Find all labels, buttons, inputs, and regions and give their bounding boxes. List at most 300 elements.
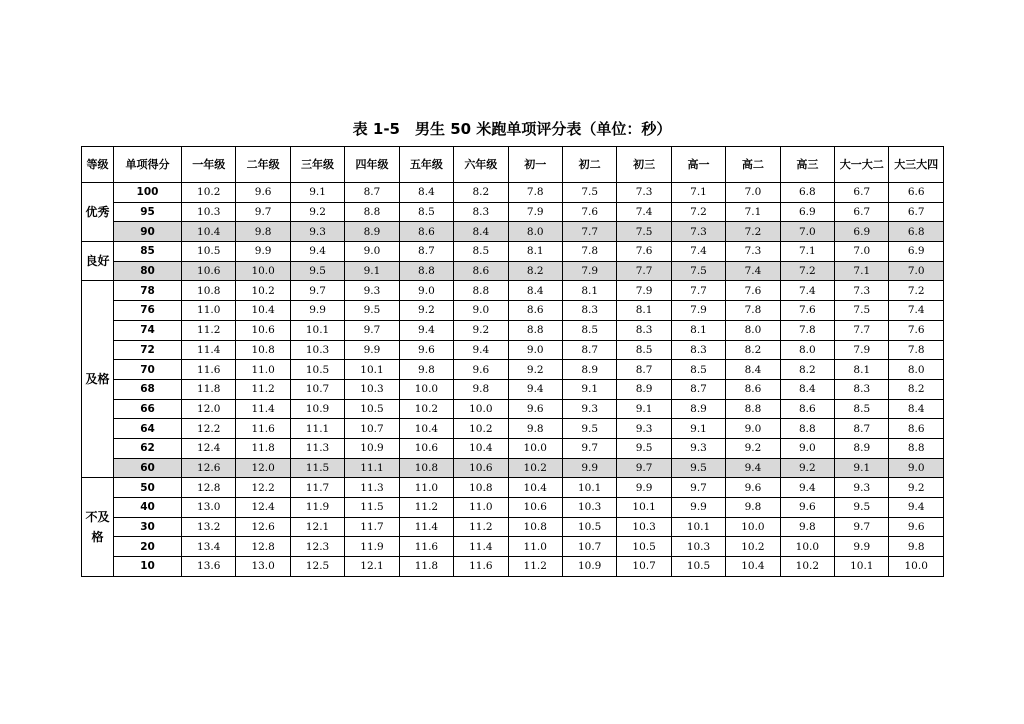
time-cell: 10.2 — [508, 458, 562, 478]
time-cell: 10.4 — [454, 438, 508, 458]
score-cell: 30 — [114, 517, 182, 537]
table-title: 表 1-5 男生 50 米跑单项评分表（单位：秒） — [352, 120, 672, 138]
time-cell: 12.0 — [182, 399, 236, 419]
time-cell: 9.3 — [835, 478, 889, 498]
time-cell: 7.8 — [726, 301, 780, 321]
time-cell: 7.6 — [617, 242, 671, 262]
time-cell: 13.2 — [182, 517, 236, 537]
score-cell: 40 — [114, 498, 182, 518]
time-cell: 9.7 — [290, 281, 344, 301]
time-cell: 8.1 — [562, 281, 616, 301]
time-cell: 8.3 — [617, 320, 671, 340]
time-cell: 11.2 — [454, 517, 508, 537]
time-cell: 8.8 — [726, 399, 780, 419]
time-cell: 8.1 — [617, 301, 671, 321]
time-cell: 10.0 — [236, 261, 290, 281]
time-cell: 9.7 — [562, 438, 616, 458]
time-cell: 8.4 — [399, 183, 453, 203]
time-cell: 7.4 — [780, 281, 834, 301]
time-cell: 8.6 — [454, 261, 508, 281]
time-cell: 11.1 — [290, 419, 344, 439]
score-cell: 72 — [114, 340, 182, 360]
time-cell: 9.7 — [236, 202, 290, 222]
time-cell: 10.1 — [835, 557, 889, 577]
time-cell: 12.6 — [236, 517, 290, 537]
table-row — [82, 458, 944, 478]
time-cell: 9.8 — [780, 517, 834, 537]
time-cell: 10.5 — [562, 517, 616, 537]
score-cell: 76 — [114, 301, 182, 321]
time-cell: 8.5 — [835, 399, 889, 419]
time-cell: 11.0 — [508, 537, 562, 557]
score-cell: 100 — [114, 183, 182, 203]
time-cell: 7.0 — [726, 183, 780, 203]
time-cell: 9.0 — [780, 438, 834, 458]
score-cell: 62 — [114, 438, 182, 458]
time-cell: 10.8 — [508, 517, 562, 537]
time-cell: 8.7 — [562, 340, 616, 360]
time-cell: 11.8 — [182, 379, 236, 399]
time-cell: 11.2 — [182, 320, 236, 340]
time-cell: 7.6 — [726, 281, 780, 301]
time-cell: 8.7 — [617, 360, 671, 380]
time-cell: 11.9 — [290, 498, 344, 518]
time-cell: 8.0 — [508, 222, 562, 242]
table-row — [82, 379, 944, 399]
time-cell: 10.9 — [345, 438, 399, 458]
time-cell: 9.3 — [671, 438, 725, 458]
table-row — [82, 320, 944, 340]
time-cell: 9.0 — [508, 340, 562, 360]
time-cell: 6.9 — [889, 242, 943, 262]
time-cell: 8.3 — [671, 340, 725, 360]
header-grade: 四年级 — [345, 147, 399, 183]
time-cell: 10.5 — [182, 242, 236, 262]
header-grade: 高二 — [726, 147, 780, 183]
header-row — [82, 147, 944, 183]
time-cell: 8.8 — [508, 320, 562, 340]
time-cell: 9.6 — [454, 360, 508, 380]
time-cell: 8.2 — [508, 261, 562, 281]
time-cell: 7.2 — [780, 261, 834, 281]
time-cell: 8.4 — [780, 379, 834, 399]
time-cell: 11.0 — [399, 478, 453, 498]
time-cell: 7.3 — [835, 281, 889, 301]
time-cell: 9.5 — [671, 458, 725, 478]
table-row — [82, 340, 944, 360]
time-cell: 8.2 — [726, 340, 780, 360]
table-body — [82, 183, 944, 577]
time-cell: 7.8 — [889, 340, 943, 360]
time-cell: 10.2 — [399, 399, 453, 419]
time-cell: 10.2 — [780, 557, 834, 577]
time-cell: 7.6 — [780, 301, 834, 321]
time-cell: 6.7 — [835, 202, 889, 222]
time-cell: 10.0 — [780, 537, 834, 557]
header-grade: 初三 — [617, 147, 671, 183]
time-cell: 13.0 — [236, 557, 290, 577]
time-cell: 9.7 — [617, 458, 671, 478]
time-cell: 6.8 — [889, 222, 943, 242]
table-row — [82, 517, 944, 537]
time-cell: 10.4 — [236, 301, 290, 321]
time-cell: 11.4 — [182, 340, 236, 360]
time-cell: 7.3 — [726, 242, 780, 262]
time-cell: 8.9 — [562, 360, 616, 380]
header-grade: 大一大二 — [835, 147, 889, 183]
level-cell: 及格 — [82, 281, 114, 478]
time-cell: 9.3 — [345, 281, 399, 301]
time-cell: 10.0 — [726, 517, 780, 537]
time-cell: 10.8 — [399, 458, 453, 478]
table-row — [82, 438, 944, 458]
time-cell: 7.9 — [617, 281, 671, 301]
time-cell: 10.5 — [671, 557, 725, 577]
score-cell: 64 — [114, 419, 182, 439]
time-cell: 9.4 — [780, 478, 834, 498]
time-cell: 11.8 — [236, 438, 290, 458]
time-cell: 11.0 — [236, 360, 290, 380]
time-cell: 7.5 — [562, 183, 616, 203]
time-cell: 9.1 — [345, 261, 399, 281]
time-cell: 6.7 — [889, 202, 943, 222]
score-cell: 66 — [114, 399, 182, 419]
time-cell: 8.0 — [726, 320, 780, 340]
score-cell: 74 — [114, 320, 182, 340]
time-cell: 9.5 — [617, 438, 671, 458]
time-cell: 10.8 — [182, 281, 236, 301]
time-cell: 8.7 — [345, 183, 399, 203]
time-cell: 9.1 — [290, 183, 344, 203]
score-cell: 10 — [114, 557, 182, 577]
time-cell: 10.8 — [236, 340, 290, 360]
table-row — [82, 557, 944, 577]
time-cell: 11.0 — [454, 498, 508, 518]
time-cell: 8.8 — [454, 281, 508, 301]
time-cell: 9.8 — [508, 419, 562, 439]
time-cell: 9.0 — [726, 419, 780, 439]
time-cell: 7.2 — [671, 202, 725, 222]
time-cell: 9.2 — [454, 320, 508, 340]
table-row — [82, 222, 944, 242]
time-cell: 11.6 — [182, 360, 236, 380]
time-cell: 7.9 — [835, 340, 889, 360]
time-cell: 9.9 — [290, 301, 344, 321]
time-cell: 9.9 — [562, 458, 616, 478]
time-cell: 10.7 — [290, 379, 344, 399]
time-cell: 8.0 — [780, 340, 834, 360]
time-cell: 12.5 — [290, 557, 344, 577]
header-grade: 一年级 — [182, 147, 236, 183]
time-cell: 9.6 — [508, 399, 562, 419]
time-cell: 9.1 — [562, 379, 616, 399]
time-cell: 8.4 — [889, 399, 943, 419]
table-row — [82, 498, 944, 518]
time-cell: 9.1 — [671, 419, 725, 439]
time-cell: 9.6 — [889, 517, 943, 537]
time-cell: 7.0 — [780, 222, 834, 242]
score-cell: 20 — [114, 537, 182, 557]
time-cell: 11.2 — [236, 379, 290, 399]
time-cell: 10.8 — [454, 478, 508, 498]
time-cell: 9.2 — [290, 202, 344, 222]
time-cell: 9.9 — [236, 242, 290, 262]
time-cell: 9.4 — [726, 458, 780, 478]
time-cell: 9.0 — [399, 281, 453, 301]
time-cell: 7.8 — [562, 242, 616, 262]
time-cell: 10.2 — [236, 281, 290, 301]
time-cell: 9.3 — [290, 222, 344, 242]
time-cell: 9.4 — [399, 320, 453, 340]
time-cell: 8.8 — [399, 261, 453, 281]
time-cell: 10.9 — [562, 557, 616, 577]
time-cell: 10.6 — [508, 498, 562, 518]
time-cell: 9.2 — [399, 301, 453, 321]
time-cell: 9.4 — [889, 498, 943, 518]
score-cell: 80 — [114, 261, 182, 281]
time-cell: 6.6 — [889, 183, 943, 203]
time-cell: 8.9 — [671, 399, 725, 419]
time-cell: 8.7 — [399, 242, 453, 262]
header-grade: 三年级 — [290, 147, 344, 183]
time-cell: 8.6 — [780, 399, 834, 419]
score-cell: 85 — [114, 242, 182, 262]
time-cell: 8.0 — [889, 360, 943, 380]
time-cell: 9.5 — [562, 419, 616, 439]
time-cell: 13.0 — [182, 498, 236, 518]
time-cell: 10.1 — [290, 320, 344, 340]
time-cell: 9.2 — [726, 438, 780, 458]
time-cell: 10.6 — [236, 320, 290, 340]
time-cell: 10.4 — [726, 557, 780, 577]
time-cell: 9.3 — [617, 419, 671, 439]
time-cell: 12.1 — [345, 557, 399, 577]
table-row — [82, 399, 944, 419]
time-cell: 12.4 — [182, 438, 236, 458]
table-row — [82, 281, 944, 301]
time-cell: 10.0 — [889, 557, 943, 577]
time-cell: 8.2 — [889, 379, 943, 399]
time-cell: 11.9 — [345, 537, 399, 557]
time-cell: 8.5 — [617, 340, 671, 360]
time-cell: 12.0 — [236, 458, 290, 478]
time-cell: 7.7 — [671, 281, 725, 301]
time-cell: 9.9 — [835, 537, 889, 557]
time-cell: 7.5 — [835, 301, 889, 321]
time-cell: 8.3 — [562, 301, 616, 321]
time-cell: 12.8 — [236, 537, 290, 557]
time-cell: 11.4 — [454, 537, 508, 557]
time-cell: 9.9 — [617, 478, 671, 498]
time-cell: 10.5 — [345, 399, 399, 419]
time-cell: 9.7 — [345, 320, 399, 340]
time-cell: 8.4 — [726, 360, 780, 380]
score-cell: 60 — [114, 458, 182, 478]
time-cell: 11.8 — [399, 557, 453, 577]
time-cell: 10.3 — [617, 517, 671, 537]
level-cell: 不及格 — [82, 478, 114, 576]
time-cell: 6.7 — [835, 183, 889, 203]
time-cell: 9.0 — [454, 301, 508, 321]
table-row — [82, 537, 944, 557]
time-cell: 7.4 — [889, 301, 943, 321]
time-cell: 9.4 — [508, 379, 562, 399]
time-cell: 8.8 — [889, 438, 943, 458]
time-cell: 10.3 — [671, 537, 725, 557]
time-cell: 11.2 — [399, 498, 453, 518]
time-cell: 8.3 — [835, 379, 889, 399]
score-cell: 90 — [114, 222, 182, 242]
time-cell: 9.2 — [508, 360, 562, 380]
time-cell: 7.2 — [889, 281, 943, 301]
time-cell: 7.0 — [889, 261, 943, 281]
score-cell: 95 — [114, 202, 182, 222]
time-cell: 7.2 — [726, 222, 780, 242]
time-cell: 9.7 — [671, 478, 725, 498]
time-cell: 7.7 — [562, 222, 616, 242]
time-cell: 10.6 — [182, 261, 236, 281]
time-cell: 8.5 — [671, 360, 725, 380]
time-cell: 10.1 — [617, 498, 671, 518]
table-row — [82, 242, 944, 262]
time-cell: 9.4 — [454, 340, 508, 360]
time-cell: 11.3 — [345, 478, 399, 498]
time-cell: 7.6 — [889, 320, 943, 340]
time-cell: 8.1 — [508, 242, 562, 262]
score-cell: 50 — [114, 478, 182, 498]
header-score: 单项得分 — [114, 147, 182, 183]
time-cell: 11.3 — [290, 438, 344, 458]
table-row — [82, 360, 944, 380]
time-cell: 9.8 — [236, 222, 290, 242]
time-cell: 7.1 — [726, 202, 780, 222]
time-cell: 7.9 — [671, 301, 725, 321]
time-cell: 9.7 — [835, 517, 889, 537]
time-cell: 9.1 — [835, 458, 889, 478]
time-cell: 12.1 — [290, 517, 344, 537]
time-cell: 10.0 — [508, 438, 562, 458]
time-cell: 9.6 — [726, 478, 780, 498]
time-cell: 9.9 — [345, 340, 399, 360]
header-level: 等级 — [82, 147, 114, 183]
time-cell: 9.2 — [780, 458, 834, 478]
time-cell: 7.4 — [671, 242, 725, 262]
time-cell: 9.0 — [889, 458, 943, 478]
time-cell: 8.1 — [835, 360, 889, 380]
table-row — [82, 419, 944, 439]
time-cell: 12.3 — [290, 537, 344, 557]
time-cell: 9.2 — [889, 478, 943, 498]
score-cell: 78 — [114, 281, 182, 301]
time-cell: 8.7 — [835, 419, 889, 439]
time-cell: 9.8 — [889, 537, 943, 557]
time-cell: 8.8 — [780, 419, 834, 439]
time-cell: 8.8 — [345, 202, 399, 222]
time-cell: 7.7 — [617, 261, 671, 281]
time-cell: 9.6 — [399, 340, 453, 360]
time-cell: 8.6 — [889, 419, 943, 439]
time-cell: 10.3 — [345, 379, 399, 399]
time-cell: 10.7 — [562, 537, 616, 557]
table-row — [82, 301, 944, 321]
time-cell: 13.4 — [182, 537, 236, 557]
time-cell: 9.5 — [835, 498, 889, 518]
time-cell: 9.5 — [345, 301, 399, 321]
time-cell: 10.2 — [454, 419, 508, 439]
time-cell: 9.1 — [617, 399, 671, 419]
time-cell: 7.3 — [671, 222, 725, 242]
time-cell: 8.6 — [726, 379, 780, 399]
time-cell: 9.4 — [290, 242, 344, 262]
time-cell: 9.5 — [290, 261, 344, 281]
time-cell: 10.9 — [290, 399, 344, 419]
time-cell: 7.0 — [835, 242, 889, 262]
time-cell: 10.7 — [345, 419, 399, 439]
time-cell: 7.5 — [671, 261, 725, 281]
score-cell: 68 — [114, 379, 182, 399]
time-cell: 8.5 — [454, 242, 508, 262]
time-cell: 8.4 — [454, 222, 508, 242]
time-cell: 10.2 — [182, 183, 236, 203]
time-cell: 9.6 — [236, 183, 290, 203]
time-cell: 10.4 — [508, 478, 562, 498]
time-cell: 10.1 — [671, 517, 725, 537]
time-cell: 11.7 — [345, 517, 399, 537]
time-cell: 7.4 — [617, 202, 671, 222]
time-cell: 10.4 — [399, 419, 453, 439]
time-cell: 9.6 — [780, 498, 834, 518]
time-cell: 10.6 — [454, 458, 508, 478]
time-cell: 7.5 — [617, 222, 671, 242]
time-cell: 8.6 — [508, 301, 562, 321]
time-cell: 11.4 — [236, 399, 290, 419]
time-cell: 10.3 — [182, 202, 236, 222]
time-cell: 10.3 — [562, 498, 616, 518]
time-cell: 11.0 — [182, 301, 236, 321]
table-row — [82, 261, 944, 281]
time-cell: 9.3 — [562, 399, 616, 419]
time-cell: 6.8 — [780, 183, 834, 203]
table-row — [82, 478, 944, 498]
time-cell: 11.5 — [290, 458, 344, 478]
time-cell: 8.9 — [617, 379, 671, 399]
time-cell: 10.6 — [399, 438, 453, 458]
time-cell: 11.4 — [399, 517, 453, 537]
time-cell: 11.6 — [399, 537, 453, 557]
time-cell: 10.0 — [454, 399, 508, 419]
time-cell: 7.7 — [835, 320, 889, 340]
table-row — [82, 183, 944, 203]
time-cell: 8.3 — [454, 202, 508, 222]
score-table — [81, 146, 944, 577]
time-cell: 11.1 — [345, 458, 399, 478]
time-cell: 8.4 — [508, 281, 562, 301]
time-cell: 8.2 — [454, 183, 508, 203]
time-cell: 8.5 — [399, 202, 453, 222]
table-row — [82, 202, 944, 222]
time-cell: 7.9 — [508, 202, 562, 222]
time-cell: 10.5 — [617, 537, 671, 557]
header-grade: 大三大四 — [889, 147, 943, 183]
time-cell: 12.6 — [182, 458, 236, 478]
time-cell: 9.8 — [726, 498, 780, 518]
time-cell: 10.1 — [562, 478, 616, 498]
header-grade: 六年级 — [454, 147, 508, 183]
time-cell: 10.5 — [290, 360, 344, 380]
time-cell: 11.6 — [236, 419, 290, 439]
time-cell: 7.9 — [562, 261, 616, 281]
time-cell: 12.8 — [182, 478, 236, 498]
